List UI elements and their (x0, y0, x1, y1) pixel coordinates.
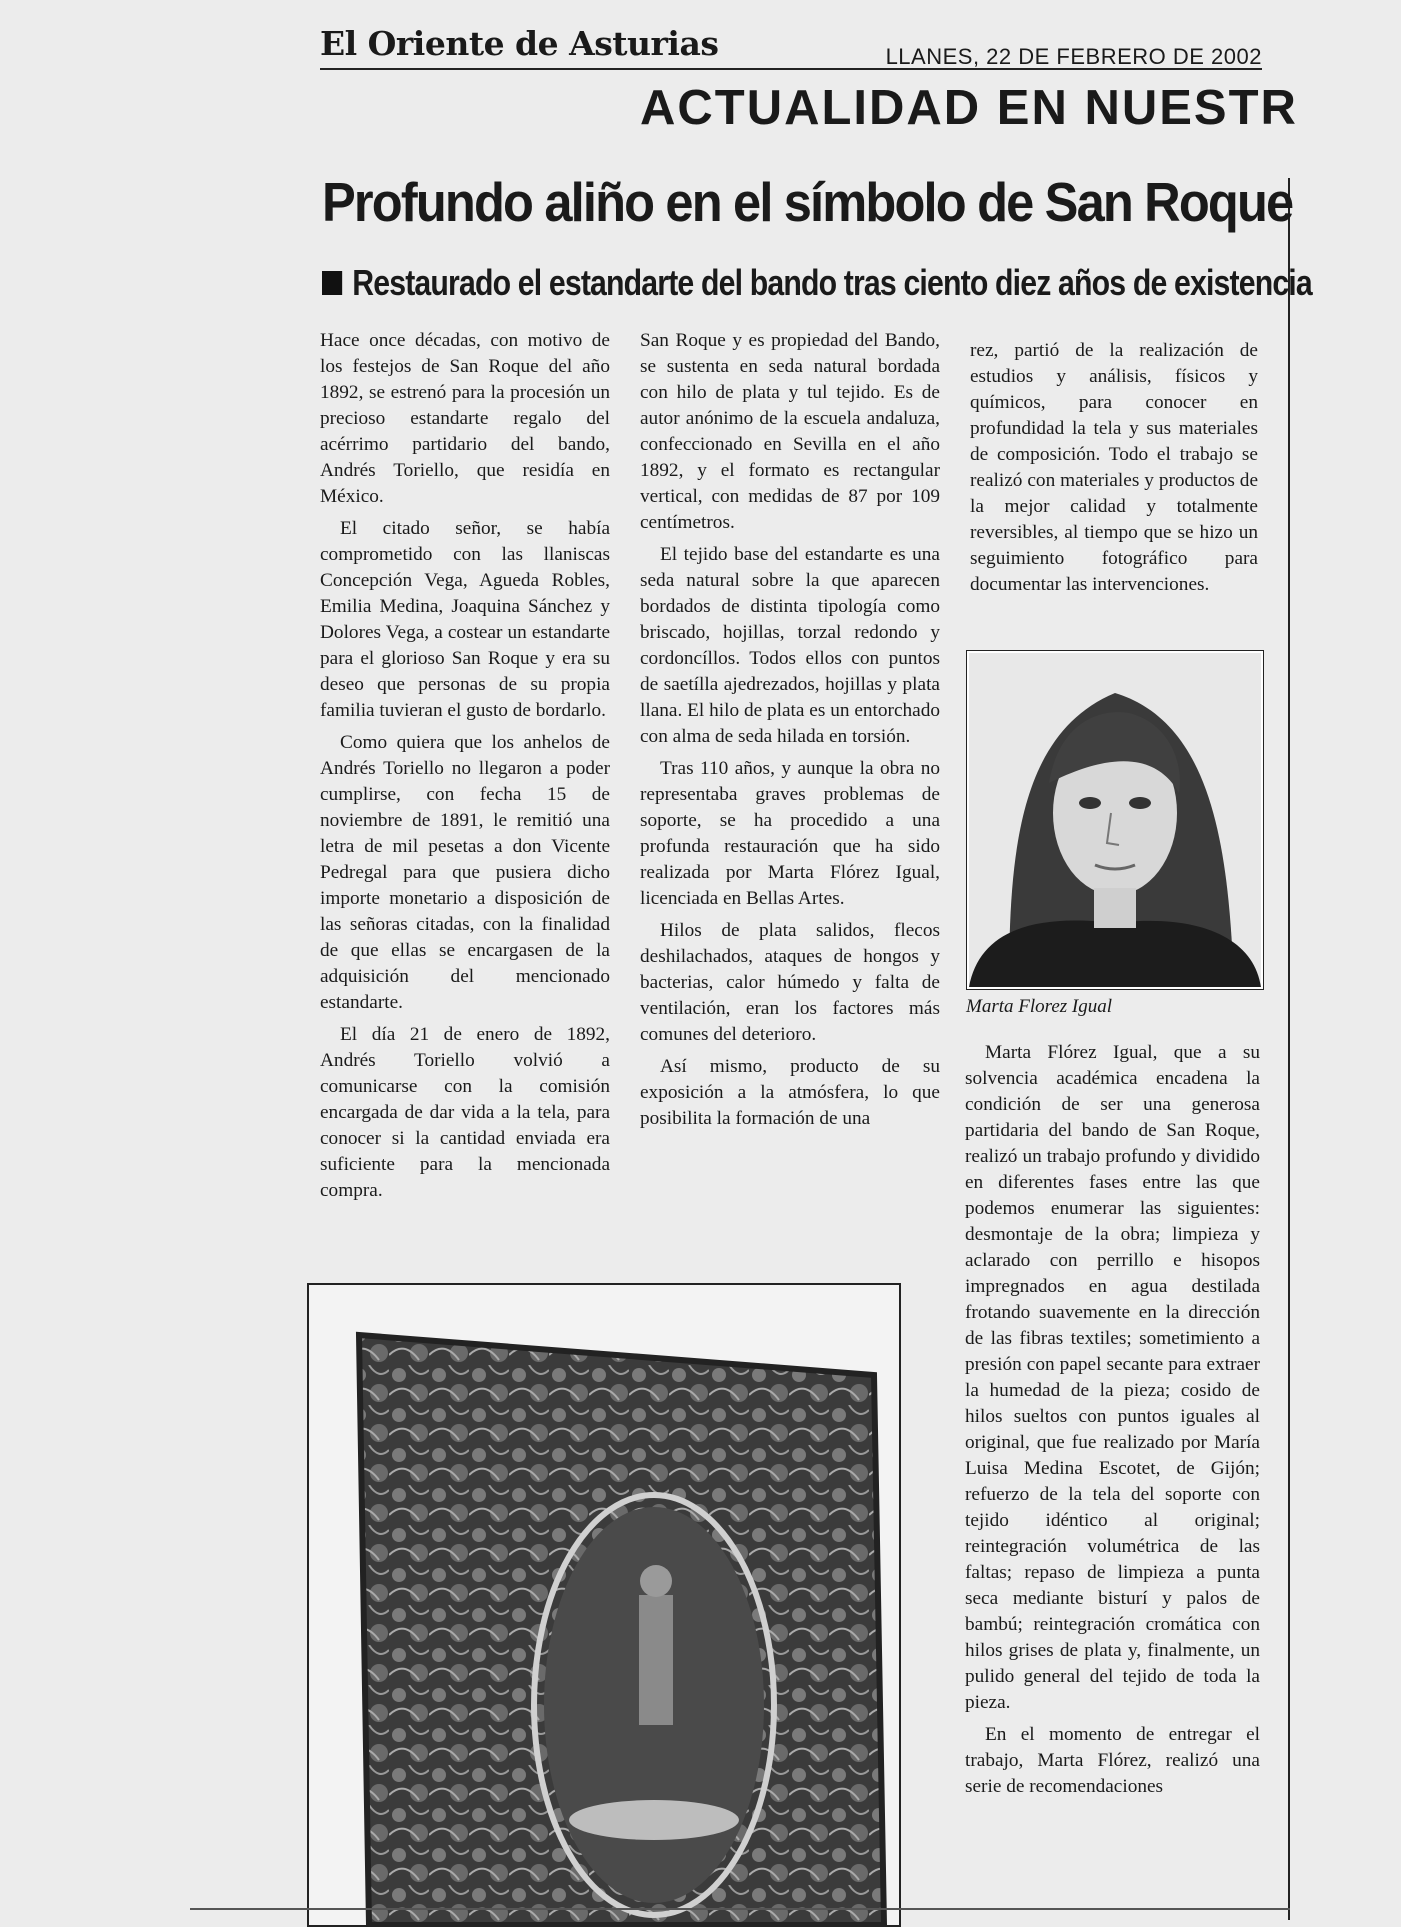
headline: Profundo aliño en el símbolo de San Roque (322, 171, 1293, 233)
paragraph: Hace once décadas, con motivo de los festejos de San Roque del año 1892, se estrenó para la procesión un precioso estandarte regalo del acérrimo partidario del bando, Andrés Toriello, que residía en México. (320, 330, 610, 507)
subhead-text: Restaurado el estandarte del bando tras ciento diez años de existencia (352, 262, 1312, 303)
paragraph: En el momento de entregar el trabajo, Marta Flórez, realizó una serie de recomendaciones (965, 1724, 1260, 1797)
newspaper-name: El Oriente de Asturias (320, 24, 719, 63)
paragraph: El tejido base del estandarte es una seda natural sobre la que aparecen bordados de distinta tipología como briscado, hojillas, torzal redondo y cordoncíllos. Todos ellos con puntos de saetílla ajedrezados, hojillas y plata llana. El hilo de plata es un entorchado con alma de seda hilada en torsión. (640, 544, 940, 747)
portrait-image (969, 653, 1261, 987)
paragraph: Así mismo, producto de su exposición a la atmósfera, lo que posibilita la formación de una (640, 1056, 940, 1129)
article-column-3-top (970, 338, 1258, 604)
portrait-caption: Marta Florez Igual (966, 996, 1113, 1017)
paragraph: El citado señor, se había comprometido con las llaniscas Concepción Vega, Agueda Robles, Emilia Medina, Joaquina Sánchez y Dolores Vega, a costear un estandarte para el glorioso San Roque y era su deseo que personas de su propia familia tuvieran el gusto de bordarlo. (320, 518, 610, 721)
paragraph: Marta Flórez Igual, que a su solvencia académica encadena la condición de ser una generosa partidaria del bando de San Roque, realizó un trabajo profundo y dividido en diferentes fases entre las que podemos enumerar las siguientes: desmontaje de la obra; limpieza y aclarado con perrillo e hisopos impregnados en agua destilada frotando suavemente en la dirección de las fibras textiles; sometimiento a presión con papel secante para extraer la humedad de la pieza; cosido de hilos sueltos con puntos iguales al original, que fue realizado por María Luisa Medina Escotet, de Gijón; refuerzo de la tela del soporte con tejido idéntico al original; reintegración volumétrica de las faltas; repaso de limpieza a punta seca mediante bisturí y palos de bambú; reintegración cromática con hilos grises de plata y, finalmente, un pulido general del tejido de toda la pieza. (965, 1042, 1260, 1713)
square-bullet-icon (322, 271, 342, 295)
embroidered-banner-image (309, 1285, 899, 1925)
paragraph: San Roque y es propiedad del Bando, se sustenta en seda natural bordada con hilo de plata y tul tejido. Es de autor anónimo de la escuela andaluza, confeccionado en Sevilla en el año 1892, y el formato es rectangular vertical, con medidas de 87 por 109 centímetros. (640, 330, 940, 533)
article-column-1 (320, 328, 610, 1210)
column-rule (1288, 178, 1290, 1920)
banner-photo (307, 1283, 901, 1927)
article-column-3-bottom (965, 1040, 1260, 1806)
paragraph: Hilos de plata salidos, flecos deshilachados, ataques de hongos y bacterias, calor húmedo y falta de ventilación, eran los factores más comunes del deterioro. (640, 920, 940, 1045)
subhead (322, 262, 1312, 304)
paragraph: Tras 110 años, y aunque la obra no representaba graves problemas de soporte, se ha procedido a una profunda restauración que ha sido realizada por Marta Flórez Igual, licenciada en Bellas Artes. (640, 758, 940, 909)
paragraph: Como quiera que los anhelos de Andrés Toriello no llegaron a poder cumplirse, con fecha 15 de noviembre de 1891, le remitió una letra de mil pesetas a don Vicente Pedregal para que pusiera dicho importe monetario a disposición de las señoras citadas, con la finalidad de que ellas se encargasen de la adquisición del mencionado estandarte. (320, 732, 610, 1013)
page-edge (190, 1908, 1290, 1910)
article-column-2 (640, 328, 940, 1138)
masthead (320, 24, 1262, 70)
portrait-photo (966, 650, 1264, 990)
dateline: LLANES, 22 DE FEBRERO DE 2002 (885, 44, 1262, 69)
paragraph: El día 21 de enero de 1892, Andrés Toriello volvió a comunicarse con la comisión encargada de dar vida a la tela, para conocer si la cantidad enviada era suficiente para la mencionada compra. (320, 1024, 610, 1201)
section-title: ACTUALIDAD EN NUESTR (640, 81, 1298, 135)
paragraph: rez, partió de la realización de estudios y análisis, físicos y químicos, para conocer en profundidad la tela y sus materiales de composición. Todo el trabajo se realizó con materiales y productos de la mejor calidad y totalmente reversibles, al tiempo que se hizo un seguimiento fotográfico para documentar las intervenciones. (970, 340, 1258, 595)
